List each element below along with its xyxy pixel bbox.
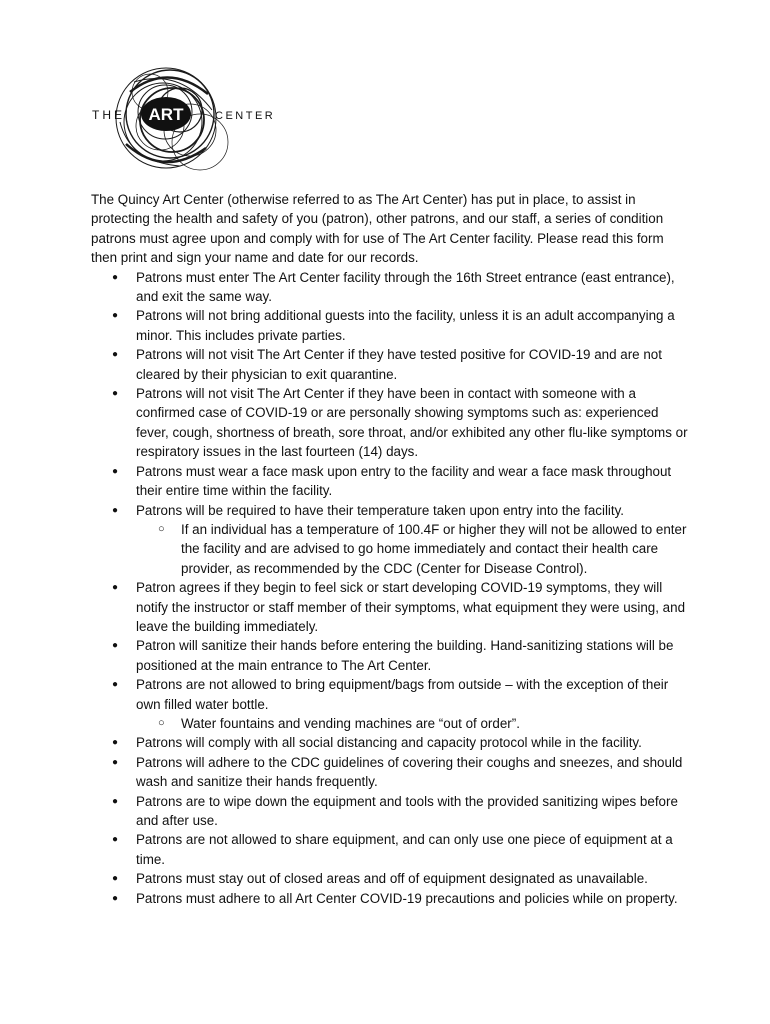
rule-item (91, 306, 691, 345)
subrule-text: Water fountains and vending machines are “out of order”. (181, 715, 520, 731)
rule-text: Patrons must stay out of closed areas and off of equipment designated as unavailable. (136, 871, 648, 887)
rule-item (91, 384, 691, 462)
rule-text: Patrons will not bring additional guests into the facility, unless it is an adult accompanying a minor. This includes private parties. (136, 308, 675, 343)
logo-graphic (90, 52, 280, 184)
intro-paragraph: The Quincy Art Center (otherwise referred to as The Art Center) has put in place, to assist in protecting the health and safety of you (patron), other patrons, and our staff, a series of condition patrons must agree upon and comply with for use of The Art Center facility. Please read this form then print and sign your name and date for our records. (91, 192, 664, 266)
rule-item (91, 462, 691, 501)
temperature-sublist (136, 520, 691, 578)
rule-item (91, 792, 691, 831)
rule-text: Patrons must enter The Art Center facility through the 16th Street entrance (east entrance), and exit the same way. (136, 269, 675, 305)
logo-right-text: CENTER (215, 110, 276, 122)
rule-text: Patrons will not visit The Art Center if they have tested positive for COVID-19 and are not cleared by their physician to exit quarantine. (136, 347, 662, 382)
rule-text: Patrons are not allowed to bring equipment/bags from outside – with the exception of their own filled water bottle. (136, 677, 669, 712)
rule-item (91, 636, 691, 675)
rule-text: Patrons must wear a face mask upon entry to the facility and wear a face mask throughout their entire time within the facility. (136, 463, 672, 499)
rule-text: Patron agrees if they begin to feel sick or start developing COVID-19 symptoms, they will notify the instructor or staff member of their symptoms, what equipment they were using, and leave the building immediately. (136, 580, 686, 634)
rule-text: Patrons must adhere to all Art Center COVID-19 precautions and policies while on property. (136, 890, 678, 906)
logo-badge-text: ART (148, 105, 184, 124)
subrule-item (136, 520, 691, 578)
rule-item (91, 830, 691, 869)
subrule-text: If an individual has a temperature of 100.4F or higher they will not be allowed to enter the facility and are advised to go home immediately and contact their health care provider, as recommended by the CDC (Center for Disease Control). (181, 521, 687, 576)
rule-item (91, 869, 691, 888)
document-body (91, 190, 691, 908)
rules-list (91, 268, 691, 908)
rule-text: Patron will sanitize their hands before entering the building. Hand-sanitizing stations will be positioned at the main entrance to The Art Center. (136, 638, 674, 673)
rule-text: Patrons will adhere to the CDC guidelines of covering their coughs and sneezes, and should wash and sanitize their hands frequently. (136, 754, 683, 790)
logo-left-text: THE (92, 108, 125, 122)
rule-text: Patrons will not visit The Art Center if they have been in contact with someone with a confirmed case of COVID-19 or are personally showing symptoms such as: experienced fever, cough, shortness of breath, sore throat, and/or exhibited any other flu-like symptoms or respiratory issues in the last fourteen (14) days. (136, 386, 688, 460)
rule-item (91, 345, 691, 384)
rule-item (91, 675, 691, 733)
subrule-item (136, 714, 691, 733)
rule-item (91, 501, 691, 579)
rule-item (91, 268, 691, 307)
rule-item (91, 733, 691, 752)
rule-text: Patrons will be required to have their temperature taken upon entry into the facility. (136, 502, 625, 518)
rule-item (91, 753, 691, 792)
rule-item (91, 578, 691, 636)
rule-text: Patrons are not allowed to share equipment, and can only use one piece of equipment at a time. (136, 832, 673, 867)
rule-text: Patrons are to wipe down the equipment and tools with the provided sanitizing wipes before and after use. (136, 793, 678, 828)
rule-text: Patrons will comply with all social distancing and capacity protocol while in the facility. (136, 735, 642, 751)
rule-item (91, 889, 691, 908)
art-center-logo (90, 52, 280, 184)
water-sublist (136, 714, 691, 733)
